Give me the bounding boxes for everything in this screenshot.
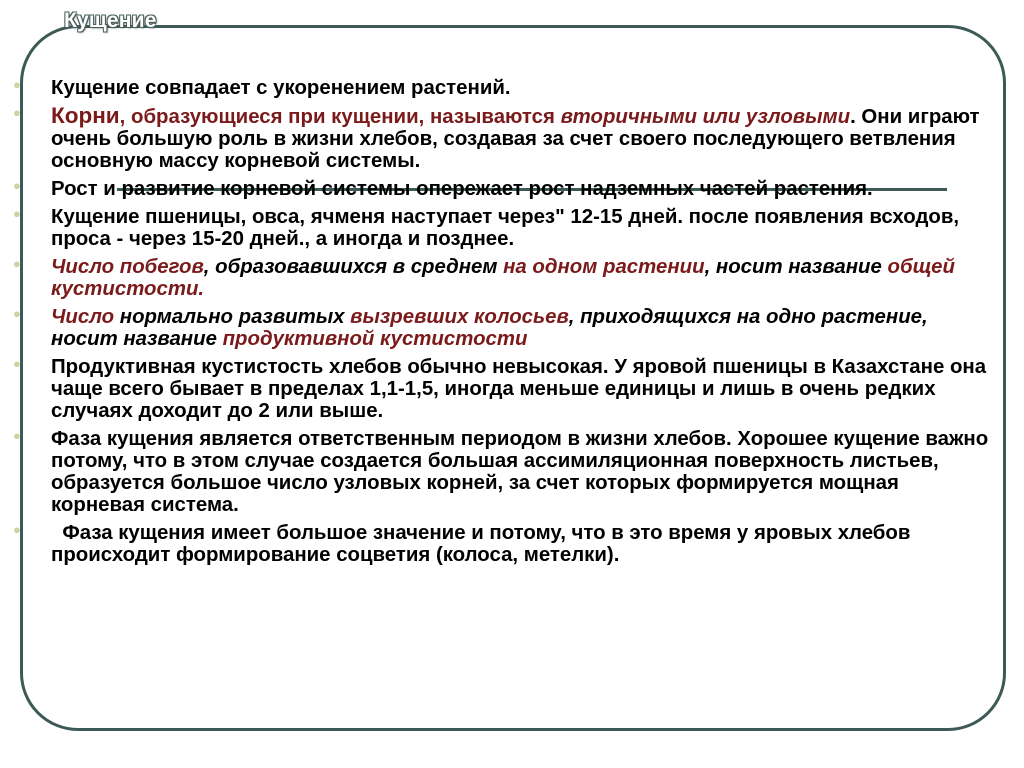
paragraph-6 [0, 306, 1024, 350]
paragraph-text: Рост и развитие корневой системы опережает рост надземных частей растения. [51, 178, 873, 200]
paragraph-5 [0, 256, 1024, 300]
bullet-icon: ● [13, 77, 21, 92]
text-fragment: Число [51, 306, 115, 328]
term-secondary-roots: вторичными или узловыми [560, 106, 851, 128]
text-fragment: , образовавшихся в среднем [203, 256, 504, 278]
term-roots: Корни [51, 103, 120, 128]
paragraph-1 [0, 77, 1024, 99]
term-productive-tillering: продуктивной кустистости [222, 328, 528, 350]
paragraph-3 [0, 178, 1024, 200]
slide-title: Кущение [64, 9, 157, 32]
paragraph-8 [0, 428, 1024, 516]
text-fragment: , приходящихся на одно растение, носит название [51, 306, 928, 350]
paragraph-text: Фаза кущения имеет большое значение и потому, что в это время у яровых хлебов происходит формирование соцветия (колоса, метелки). [51, 522, 917, 566]
term-total-tillering: общей кустистости. [51, 256, 955, 300]
paragraph-text: Кущение совпадает с укоренением растений. [51, 77, 511, 99]
bullet-icon: ● [13, 105, 21, 120]
paragraph-4 [0, 206, 1024, 250]
text-fragment: , образующиеся при кущении, [119, 106, 430, 128]
bullet-icon: ● [13, 356, 21, 371]
paragraph-text: Продуктивная кустистость хлебов обычно невысокая. У яровой пшеницы в Казахстане она чаще всего бывает в пределах 1,1-1,5, иногда меньше единицы и лишь в очень редких случаях доходит до 2 или выше. [51, 356, 987, 422]
text-fragment: нормально развитых [114, 306, 351, 328]
bullet-icon: ● [13, 306, 21, 321]
text-fragment: . Они играют очень большую роль в жизни хлебов, создавая за счет своего последующего ветвления основную массу корневой системы. [51, 106, 980, 172]
text-fragment: на одном растении [503, 256, 705, 278]
slide-content [0, 77, 1024, 572]
bullet-icon: ● [13, 522, 21, 537]
text-fragment: , носит название [704, 256, 888, 278]
text-fragment: называются [429, 106, 555, 128]
paragraph-7 [0, 356, 1024, 422]
bullet-icon: ● [13, 178, 21, 193]
bullet-icon: ● [13, 256, 21, 271]
term-shoot-count: Число побегов [51, 256, 204, 278]
paragraph-text: Кущение пшеницы, овса, ячменя наступает через" 12-15 дней. после появления всходов, проса - через 15-20 дней., а иногда и позднее. [51, 206, 960, 250]
term-mature-ears: вызревших колосьев [350, 306, 569, 328]
paragraph-2 [0, 105, 1024, 172]
paragraph-text: Фаза кущения является ответственным периодом в жизни хлебов. Хорошее кущение важно потому, что в этом случае создается большая ассимиляционная поверхность листьев, образуется большое число узловых корней, за счет которых формируется мощная корневая система. [51, 428, 989, 516]
bullet-icon: ● [13, 428, 21, 443]
bullet-icon: ● [13, 206, 21, 221]
paragraph-9 [0, 522, 1024, 566]
